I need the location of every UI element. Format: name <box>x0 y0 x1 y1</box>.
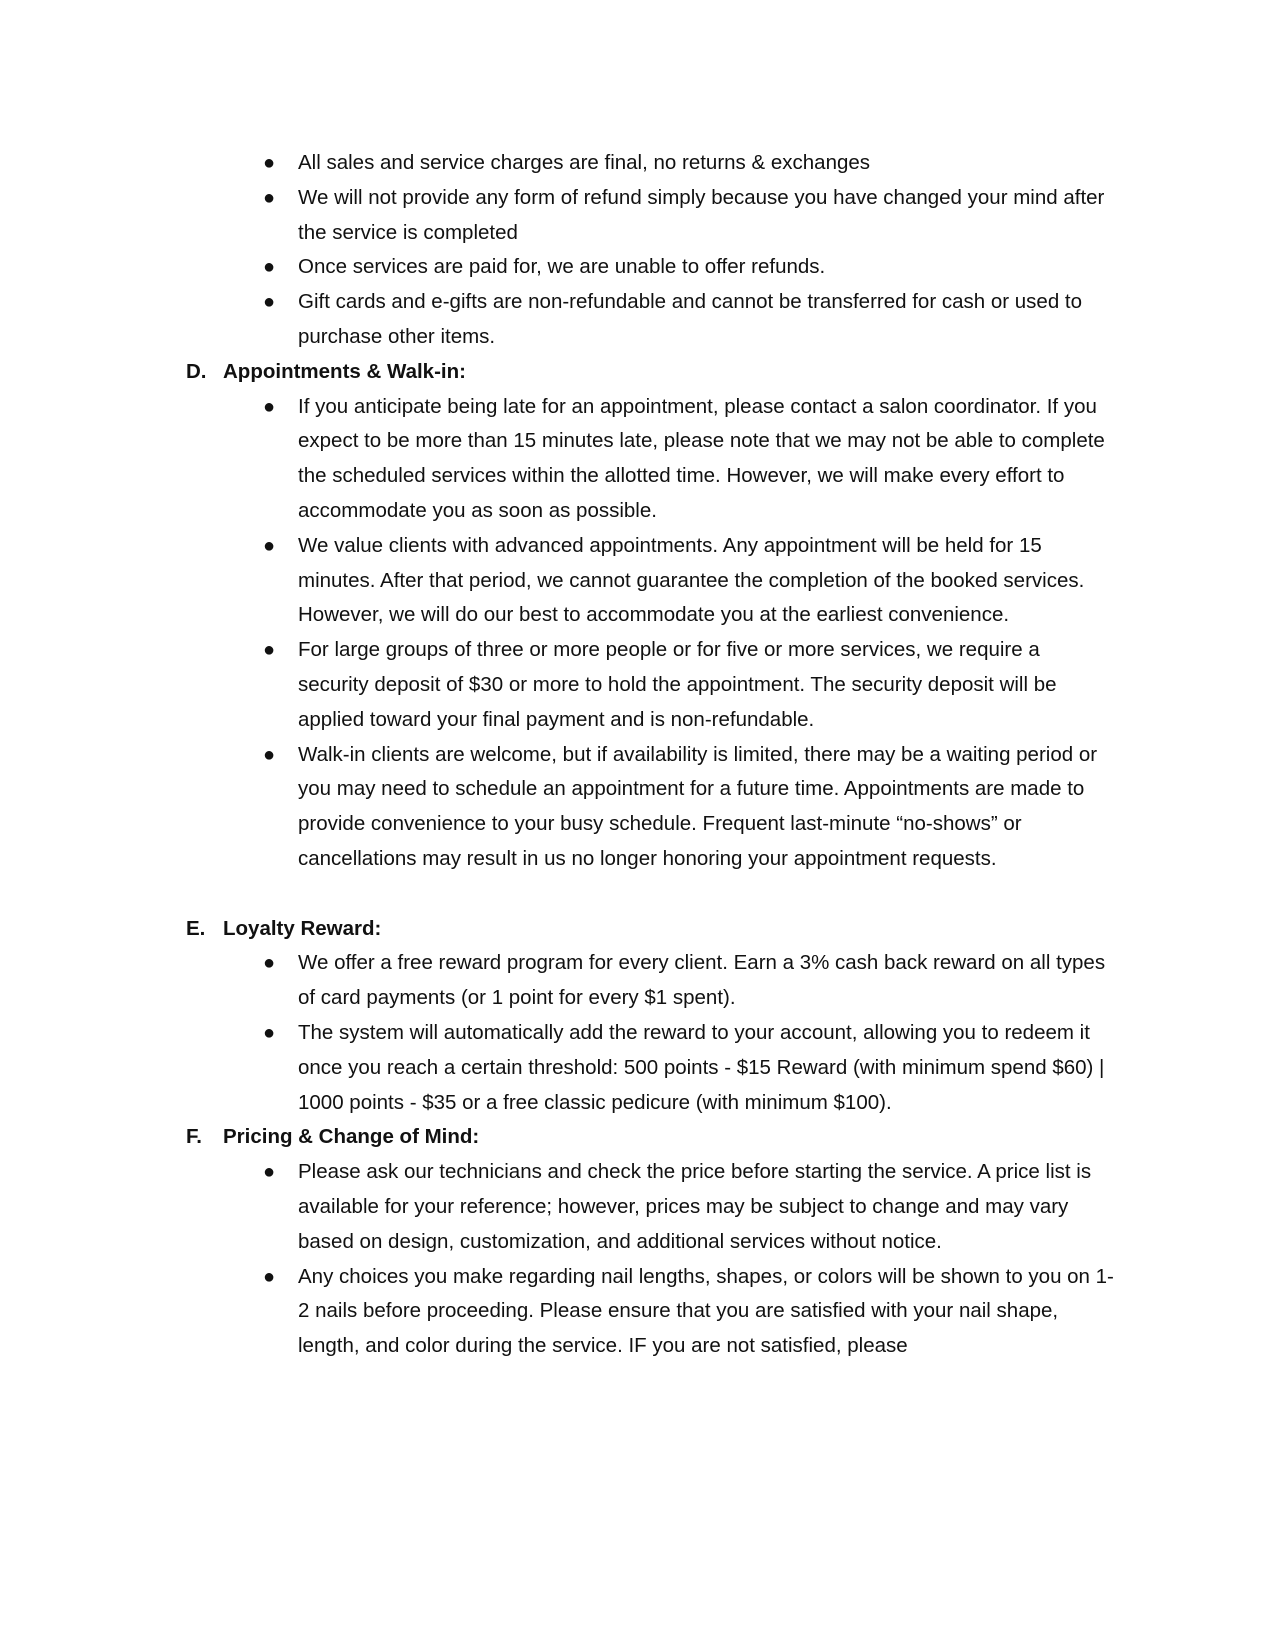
blank-line <box>186 877 1116 912</box>
bullet-icon: ● <box>263 639 276 662</box>
section-title: Loyalty Reward: <box>223 916 382 940</box>
bullet-icon: ● <box>263 743 276 766</box>
section-letter: E. <box>186 916 206 940</box>
list-item-text: Walk-in clients are welcome, but if availability is limited, there may be a waiting period or you may need to schedule an appointment for a future time. Appointments are made to provide convenience to your busy schedule. Frequent last-minute “no-shows” or cancellations may result in us no longer honoring your appointment requests. <box>298 742 1098 870</box>
section-title: Appointments & Walk-in: <box>223 359 466 383</box>
bullet-icon: ● <box>263 952 276 975</box>
list-item <box>186 390 1116 529</box>
appointments-list <box>186 390 1116 877</box>
list-item-text: All sales and service charges are final, no returns & exchanges <box>298 151 871 174</box>
list-item-text: For large groups of three or more people or for five or more services, we require a security deposit of $30 or more to hold the appointment. The security deposit will be applied toward your final payment and is non-refundable. <box>298 638 1057 731</box>
bullet-icon: ● <box>263 1021 276 1044</box>
list-item-text: Please ask our technicians and check the price before starting the service. A price list is available for your reference; however, prices may be subject to change and may vary based on design, customization, and additional services without notice. <box>298 1160 1092 1253</box>
list-item <box>186 738 1116 877</box>
list-item <box>186 181 1116 251</box>
list-item-text: If you anticipate being late for an appointment, please contact a salon coordinator. If you expect to be more than 15 minutes late, please note that we may not be able to complete the scheduled services within the allotted time. However, we will make every effort to accommodate you as soon as possible. <box>298 394 1105 522</box>
bullet-icon: ● <box>263 256 276 279</box>
list-item <box>186 285 1116 355</box>
pricing-list <box>186 1155 1116 1364</box>
bullet-icon: ● <box>263 291 276 314</box>
bullet-icon: ● <box>263 186 276 209</box>
list-item-text: We will not provide any form of refund simply because you have changed your mind after the service is completed <box>298 185 1105 244</box>
bullet-icon: ● <box>263 152 276 174</box>
list-item-text: We offer a free reward program for every client. Earn a 3% cash back reward on all types of card payments (or 1 point for every $1 spent). <box>298 951 1106 1010</box>
list-item-text: Gift cards and e-gifts are non-refundable and cannot be transferred for cash or used to purchase other items. <box>298 290 1083 348</box>
list-item <box>186 529 1116 633</box>
section-heading-pricing <box>186 1120 1116 1155</box>
section-letter: D. <box>186 359 207 383</box>
list-item <box>186 1155 1116 1259</box>
list-item <box>186 946 1116 1016</box>
list-item-text: Once services are paid for, we are unable to offer refunds. <box>298 255 826 279</box>
section-letter: F. <box>186 1125 202 1149</box>
list-item <box>186 1016 1116 1120</box>
bullet-icon: ● <box>263 534 276 557</box>
bullet-icon: ● <box>263 1265 276 1288</box>
refund-policy-list <box>186 146 1116 355</box>
section-heading-appointments <box>186 355 1116 390</box>
list-item <box>186 146 1116 181</box>
loyalty-list <box>186 946 1116 1120</box>
list-item <box>186 250 1116 285</box>
list-item-text: The system will automatically add the reward to your account, allowing you to redeem it once you reach a certain threshold: 500 points - $15 Reward (with minimum spend $60) | 1000 points - $35 or a free classic pedicure (with minimum $100). <box>298 1020 1105 1114</box>
document-content <box>186 146 1116 1364</box>
section-title: Pricing & Change of Mind: <box>223 1125 480 1149</box>
list-item-text: Any choices you make regarding nail lengths, shapes, or colors will be shown to you on 1-2 nails before proceeding. Please ensure that you are satisfied with your nail shape, length, and color during the service. IF you are not satisfied, please <box>298 1264 1114 1358</box>
bullet-icon: ● <box>263 1161 276 1184</box>
bullet-icon: ● <box>263 395 276 418</box>
list-item <box>186 1260 1116 1364</box>
list-item <box>186 633 1116 737</box>
list-item-text: We value clients with advanced appointments. Any appointment will be held for 15 minutes. After that period, we cannot guarantee the completion of the booked services. However, we will do our best to accommodate you at the earliest convenience. <box>298 533 1085 627</box>
section-heading-loyalty <box>186 912 1116 947</box>
